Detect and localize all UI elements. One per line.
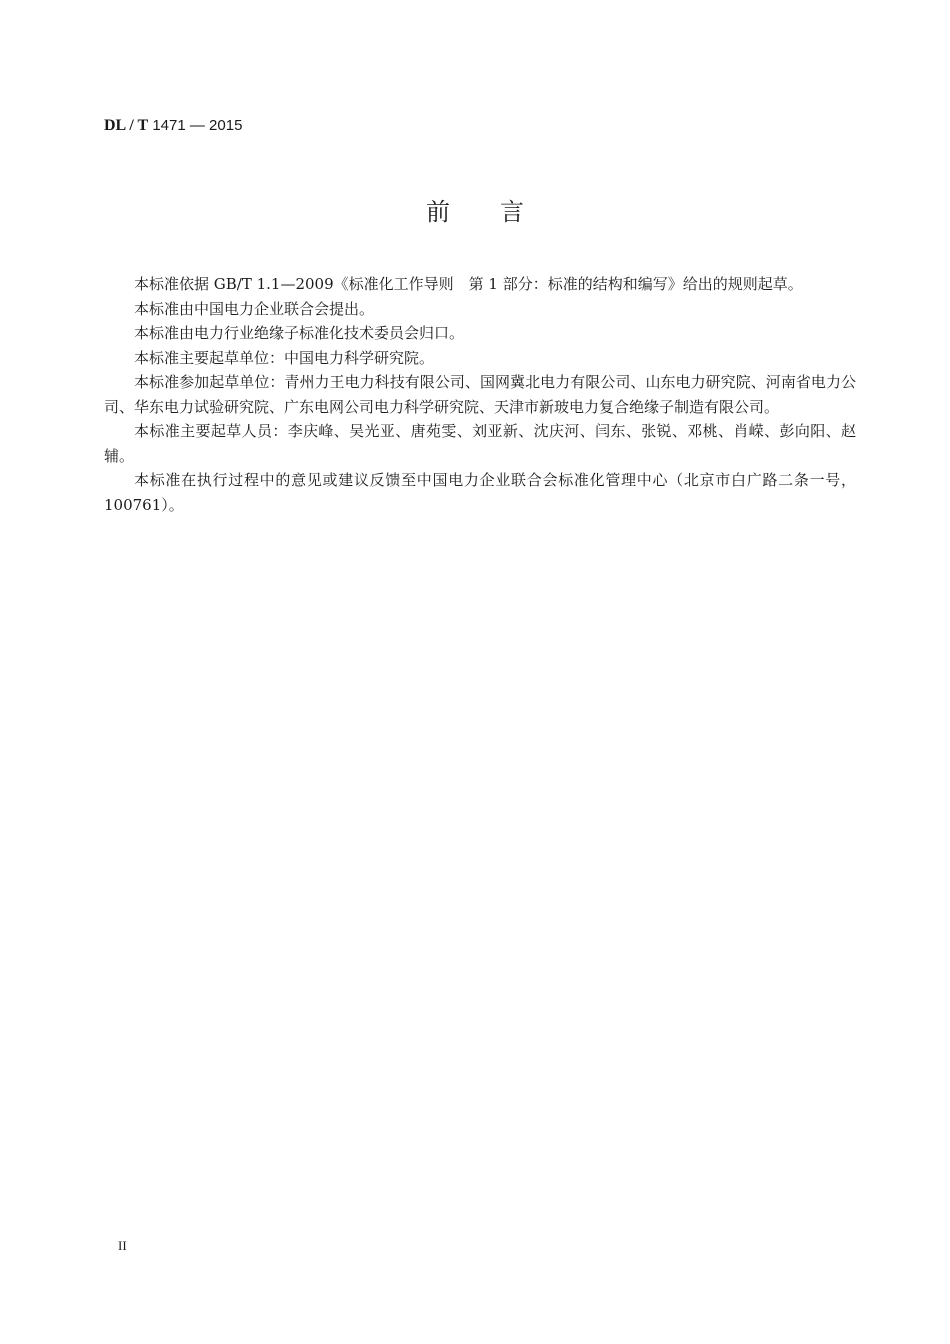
paragraph-administrator: 本标准由电力行业绝缘子标准化技术委员会归口。 bbox=[134, 324, 465, 342]
paragraph-proposer: 本标准由中国电力企业联合会提出。 bbox=[134, 299, 375, 318]
paragraph-participating-units: 本标准参加起草单位：青州力王电力科技有限公司、国网冀北电力有限公司、山东电力研究院、河南省电力公司、华东电力试验研究院、广东电网公司电力科学研究院、天津市新玻电力复合绝缘子制造有限公司。 bbox=[104, 373, 856, 416]
page-number: II bbox=[118, 1238, 127, 1253]
foreword-body bbox=[104, 272, 856, 517]
paragraph-drafting-rules: 本标准依据 GB/T 1.1—2009《标准化工作导则 第 1 部分：标准的结构和编写》给出的规则起草。 bbox=[134, 275, 803, 293]
page-title-char-1: 前 bbox=[426, 198, 450, 226]
standard-number: 1471 — 2015 bbox=[148, 117, 243, 134]
paragraph-main-drafting-unit: 本标准主要起草单位：中国电力科学研究院。 bbox=[134, 348, 435, 367]
standard-prefix: DL / T bbox=[104, 117, 149, 134]
page-title-char-2: 言 bbox=[500, 198, 524, 226]
standard-code-header bbox=[104, 115, 242, 136]
paragraph-main-drafters: 本标准主要起草人员：李庆峰、吴光亚、唐苑雯、刘亚新、沈庆河、闫东、张锐、邓桃、肖嵘、彭向阳、赵辅。 bbox=[104, 422, 856, 465]
page-title bbox=[0, 196, 950, 228]
paragraph-feedback: 本标准在执行过程中的意见或建议反馈至中国电力企业联合会标准化管理中心（北京市白广路二条一号，100761）。 bbox=[104, 471, 856, 514]
